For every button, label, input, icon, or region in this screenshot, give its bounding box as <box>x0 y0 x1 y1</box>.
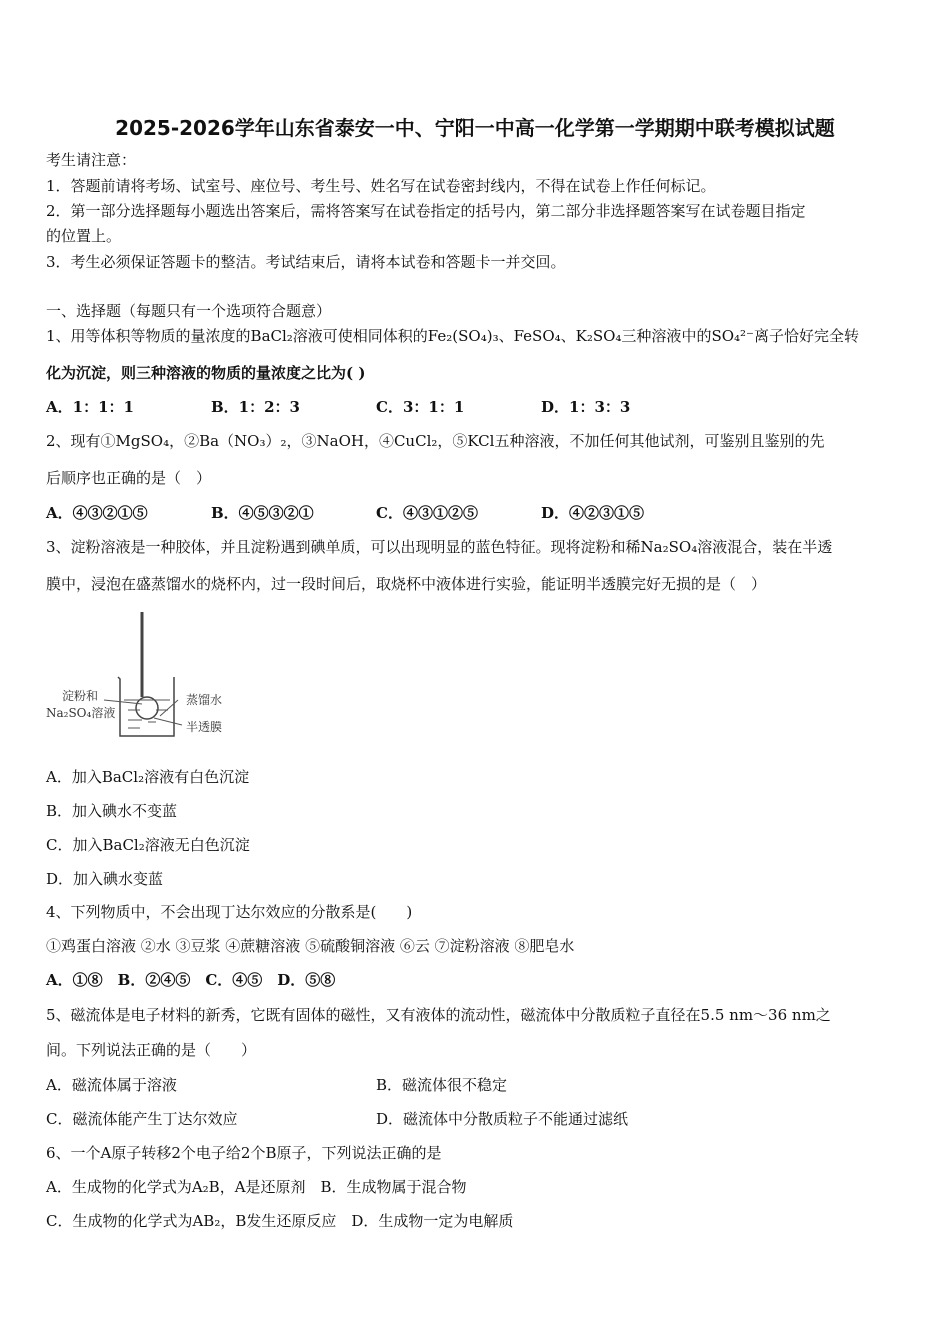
q1-option-d: D．1：3：3 <box>541 398 631 416</box>
section-heading: 一、选择题（每题只有一个选项符合题意） <box>46 302 332 320</box>
label-water: 蒸馏水 <box>186 693 223 707</box>
label-membrane: 半透膜 <box>186 720 223 734</box>
q5-option-c: C．磁流体能产生丁达尔效应 <box>46 1110 238 1128</box>
label-na2so4: Na₂SO₄溶液 <box>46 706 116 720</box>
q5-stem: 间。下列说法正确的是（ ） <box>46 1041 257 1059</box>
q2-option-a: A．④③②①⑤ <box>46 504 148 522</box>
q2-stem: 后顺序也正确的是（ ） <box>46 469 212 487</box>
notice-item: 2．第一部分选择题每小题选出答案后，需将答案写在试卷指定的括号内，第二部分非选择题答案写在试卷题目指定 <box>46 202 806 220</box>
q1-option-c: C．3：1：1 <box>376 398 465 416</box>
q2-option-b: B．④⑤③②① <box>211 504 314 522</box>
q3-option-d: D．加入碘水变蓝 <box>46 870 164 888</box>
notice-heading: 考生请注意： <box>46 151 137 169</box>
q3-option-b: B．加入碘水不变蓝 <box>46 802 178 820</box>
q3-option-a: A．加入BaCl₂溶液有白色沉淀 <box>46 768 250 786</box>
q5-option-d: D．磁流体中分散质粒子不能通过滤纸 <box>376 1110 629 1128</box>
q6-options: A．生成物的化学式为A₂B，A是还原剂 B．生成物属于混合物 <box>46 1178 467 1196</box>
notice-item: 1．答题前请将考场、试室号、座位号、考生号、姓名写在试卷密封线内，不得在试卷上作任何标记。 <box>46 177 716 195</box>
page-title: 2025-2026学年山东省泰安一中、宁阳一中高一化学第一学期期中联考模拟试题 <box>115 116 835 140</box>
q1-option-b: B．1：2：3 <box>211 398 300 416</box>
q3-option-c: C．加入BaCl₂溶液无白色沉淀 <box>46 836 250 854</box>
notice-item: 3．考生必须保证答题卡的整洁。考试结束后，请将本试卷和答题卡一并交回。 <box>46 253 566 271</box>
q5-option-b: B．磁流体很不稳定 <box>376 1076 508 1094</box>
q6-stem: 6、一个A原子转移2个电子给2个B原子，下列说法正确的是 <box>46 1144 442 1162</box>
q1-stem: 1、用等体积等物质的量浓度的BaCl₂溶液可使相同体积的Fe₂(SO₄)₃、FeSO₄、K₂SO₄三种溶液中的SO₄²⁻离子恰好完全转 <box>46 327 859 345</box>
notice-item: 的位置上。 <box>46 227 122 245</box>
q5-option-a: A．磁流体属于溶液 <box>46 1076 177 1094</box>
q6-options: C．生成物的化学式为AB₂，B发生还原反应 D．生成物一定为电解质 <box>46 1212 514 1230</box>
q1-stem: 化为沉淀，则三种溶液的物质的量浓度之比为( ) <box>46 364 366 382</box>
q1-option-a: A．1：1：1 <box>46 398 134 416</box>
q3-stem: 膜中，浸泡在盛蒸馏水的烧杯内，过一段时间后，取烧杯中液体进行实验，能证明半透膜完好无损的是（ ） <box>46 575 767 593</box>
dialysis-diagram <box>44 604 244 744</box>
q3-stem: 3、淀粉溶液是一种胶体，并且淀粉遇到碘单质，可以出现明显的蓝色特征。现将淀粉和稀Na₂SO₄溶液混合，装在半透 <box>46 538 833 556</box>
q4-options: A．①⑧ B．②④⑤ C．④⑤ D．⑤⑧ <box>46 971 336 989</box>
q2-option-d: D．④②③①⑤ <box>541 504 645 522</box>
q4-items: ①鸡蛋白溶液 ②水 ③豆浆 ④蔗糖溶液 ⑤硫酸铜溶液 ⑥云 ⑦淀粉溶液 ⑧肥皂水 <box>46 937 575 955</box>
label-starch: 淀粉和 <box>62 689 99 703</box>
q2-option-c: C．④③①②⑤ <box>376 504 478 522</box>
q2-stem: 2、现有①MgSO₄，②Ba（NO₃）₂，③NaOH，④CuCl₂，⑤KCl五种溶液，不加任何其他试剂，可鉴别且鉴别的先 <box>46 432 825 450</box>
q5-stem: 5、磁流体是电子材料的新秀，它既有固体的磁性，又有液体的流动性，磁流体中分散质粒子直径在5.5 nm～36 nm之 <box>46 1006 831 1024</box>
q4-stem: 4、下列物质中，不会出现丁达尔效应的分散系是( ) <box>46 903 413 921</box>
